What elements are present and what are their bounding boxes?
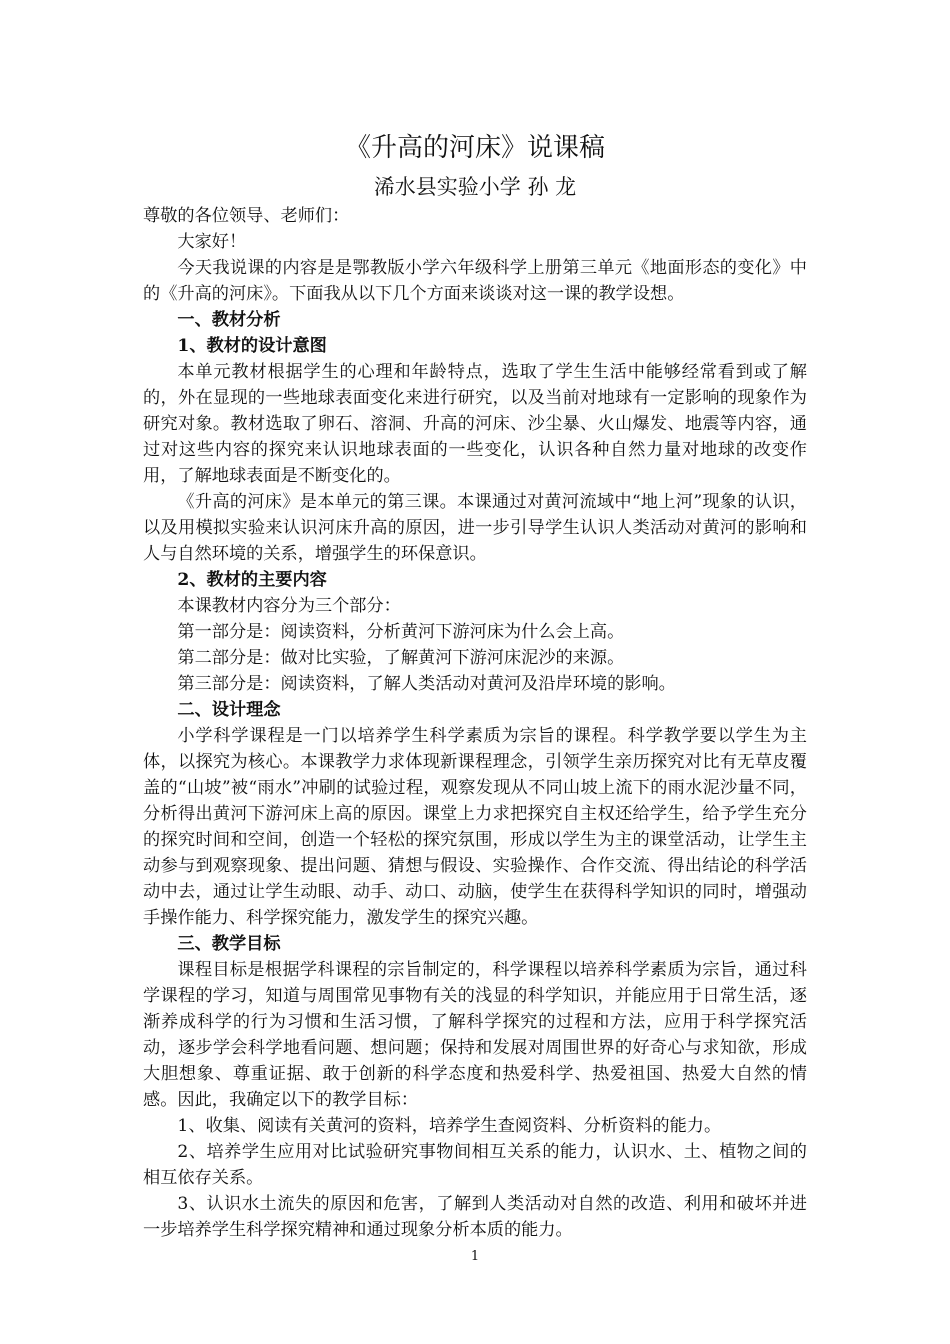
page-number: 1 [470,1249,480,1264]
section-heading: 三、教学目标 [177,934,281,954]
list-item: 2、培养学生应用对比试验研究事物间相互关系的能力，认识水、土、植物之间的相互依存关系。 [143,1142,807,1188]
list-item: 第三部分是：阅读资料，了解人类活动对黄河及沿岸环境的影响。 [177,674,676,694]
paragraph: 尊敬的各位领导、老师们： [143,206,350,226]
document-body [143,203,807,1243]
paragraph: 本课教材内容分为三个部分： [177,596,401,616]
list-item: 1、收集、阅读有关黄河的资料，培养学生查阅资料、分析资料的能力。 [177,1116,722,1136]
paragraph: 大家好！ [177,232,247,252]
list-item: 第二部分是：做对比实验，了解黄河下游河床泥沙的来源。 [177,648,625,668]
list-item: 3、认识水土流失的原因和危害，了解到人类活动对自然的改造、利用和破坏并进一步培养学生科学探究精神和通过现象分析本质的能力。 [143,1194,807,1240]
section-heading: 一、教材分析 [177,310,281,330]
list-item: 第一部分是：阅读资料，分析黄河下游河床为什么会上高。 [177,622,625,642]
paragraph: 课程目标是根据学科课程的宗旨制定的，科学课程以培养科学素质为宗旨，通过科学课程的学习，知道与周围常见事物有关的浅显的科学知识，并能应用于日常生活，逐渐养成科学的行为习惯和生活习惯，了解科学探究的过程和方法，应用于科学探究活动，逐步学会科学地看问题、想问题；保持和发展对周围世界的好奇心与求知欲，形成大胆想象、尊重证据、敢于创新的科学态度和热爱科学、热爱祖国、热爱大自然的情感。因此，我确定以下的教学目标： [143,960,807,1110]
section-heading: 二、设计理念 [177,700,281,720]
paragraph: 本单元教材根据学生的心理和年龄特点，选取了学生生活中能够经常看到或了解的，外在显现的一些地球表面变化来进行研究，以及当前对地球有一定影响的现象作为研究对象。教材选取了卵石、溶洞、升高的河床、沙尘暴、火山爆发、地震等内容，通过对这些内容的探究来认识地球表面的一些变化，认识各种自然力量对地球的改变作用，了解地球表面是不断变化的。 [143,362,807,486]
subsection-heading: 1、教材的设计意图 [177,336,327,356]
paragraph: 小学科学课程是一门以培养学生科学素质为宗旨的课程。科学教学要以学生为主体，以探究为核心。本课教学力求体现新课程理念，引领学生亲历探究对比有无草皮覆盖的“山坡”被“雨水”冲刷的试验过程，观察发现从不同山坡上流下的雨水泥沙量不同，分析得出黄河下游河床上高的原因。课堂上力求把探究自主权还给学生，给予学生充分的探究时间和空间，创造一个轻松的探究氛围，形成以学生为主的课堂活动，让学生主动参与到观察现象、提出问题、猜想与假设、实验操作、合作交流、得出结论的科学活动中去，通过让学生动眼、动手、动口、动脑，使学生在获得科学知识的同时，增强动手操作能力、科学探究能力，激发学生的探究兴趣。 [143,726,807,928]
page-title: 《升高的河床》说课稿 [344,133,605,163]
subsection-heading: 2、教材的主要内容 [177,570,327,590]
author-line: 浠水县实验小学 孙 龙 [373,175,577,199]
paragraph: 《升高的河床》是本单元的第三课。本课通过对黄河流域中“地上河”现象的认识，以及用模拟实验来认识河床升高的原因，进一步引导学生认识人类活动对黄河的影响和人与自然环境的关系，增强学生的环保意识。 [143,492,807,564]
paragraph: 今天我说课的内容是是鄂教版小学六年级科学上册第三单元《地面形态的变化》中的《升高的河床》。下面我从以下几个方面来谈谈对这一课的教学设想。 [143,258,807,304]
